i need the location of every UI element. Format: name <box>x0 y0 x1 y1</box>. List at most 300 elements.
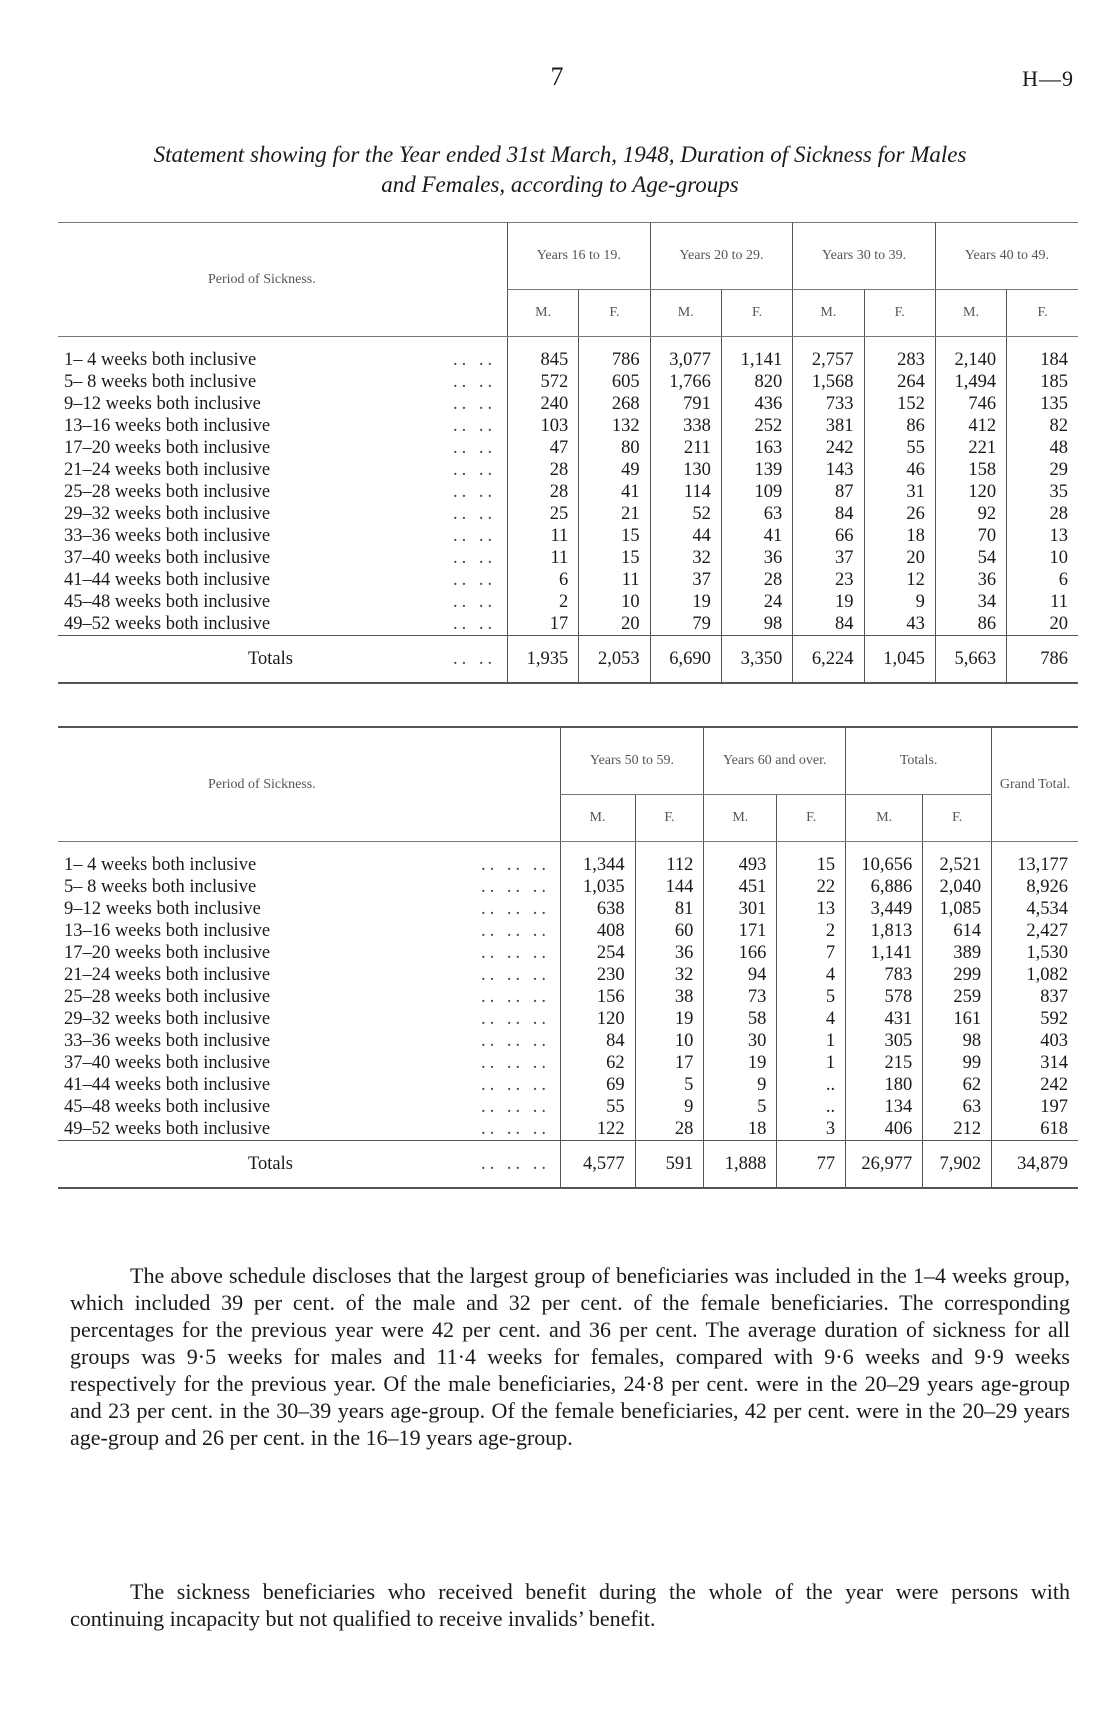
leader-dots: .. .. <box>452 349 497 370</box>
table-cell: 242 <box>992 1074 1078 1096</box>
table-cell: 3,449 <box>846 898 923 920</box>
period-label: 1– 4 weeks both inclusive <box>64 349 257 370</box>
table-cell: 58 <box>704 1008 777 1030</box>
table-cell: 120 <box>560 1008 635 1030</box>
table-cell: 41 <box>721 525 792 547</box>
page-reference: H—9 <box>1022 66 1074 91</box>
sex-header-m: M. <box>793 290 864 337</box>
leader-dots: .. .. .. <box>481 1074 551 1095</box>
table-cell: 80 <box>579 437 650 459</box>
leader-dots: .. .. <box>447 636 508 684</box>
table-cell: 5 <box>635 1074 704 1096</box>
table-cell: 84 <box>793 613 864 636</box>
period-label: 29–32 weeks both inclusive <box>64 1008 271 1029</box>
table-cell: 98 <box>721 613 792 636</box>
table-cell: 103 <box>507 415 578 437</box>
period-label: 45–48 weeks both inclusive <box>64 1096 271 1117</box>
total-cell: 1,045 <box>864 636 935 684</box>
table-cell: 242 <box>793 437 864 459</box>
table-cell: 34 <box>935 591 1006 613</box>
table-cell: 32 <box>650 547 721 569</box>
table-cell: 10 <box>1007 547 1078 569</box>
table-cell: 114 <box>650 481 721 503</box>
sex-header-f: F. <box>923 795 992 842</box>
leader-dots: .. .. <box>452 393 497 414</box>
table-cell: 36 <box>635 942 704 964</box>
table-cell: 6 <box>1007 569 1078 591</box>
table-cell: 52 <box>650 503 721 525</box>
period-label: 9–12 weeks both inclusive <box>64 393 261 414</box>
leader-dots: .. .. <box>452 591 497 612</box>
total-cell: 591 <box>635 1141 704 1189</box>
table-cell: 37 <box>793 547 864 569</box>
table-cell: 254 <box>560 942 635 964</box>
total-cell: 1,888 <box>704 1141 777 1189</box>
group-header: Years 60 and over. <box>704 727 846 795</box>
table-cell: 158 <box>935 459 1006 481</box>
table-cell: 733 <box>793 393 864 415</box>
table-cell: 10 <box>635 1030 704 1052</box>
table-row <box>58 1096 1078 1118</box>
paragraph-summary: The above schedule discloses that the largest group of beneficiaries was included in the 1–4 weeks group, which included 39 per cent. of the male and 32 per cent. of the female beneficiaries. The corresponding percentages for the previous year were 42 per cent. and 36 per cent. The average duration of sickness for all groups was 9·5 weeks for males and 11·4 weeks for females, compared with 9·6 weeks and 9·9 weeks respectively for the previous year. Of the male beneficiaries, 24·8 per cent. were in the 20–29 years age-group and 23 per cent. in the 30–39 years age-group. Of the female beneficiaries, 42 per cent. were in the 20–29 years age-group and 26 per cent. in the 16–19 years age-group. <box>70 1263 1070 1450</box>
table-cell: 406 <box>846 1118 923 1141</box>
table-cell: 28 <box>507 459 578 481</box>
table-cell: 436 <box>721 393 792 415</box>
table-cell: 3 <box>777 1118 846 1141</box>
table-cell: 1 <box>777 1052 846 1074</box>
table-cell: 139 <box>721 459 792 481</box>
group-header: Years 40 to 49. <box>935 223 1078 290</box>
period-label: 49–52 weeks both inclusive <box>64 1118 271 1139</box>
table-cell: 212 <box>923 1118 992 1141</box>
table-cell: 578 <box>846 986 923 1008</box>
sex-header-f: F. <box>864 290 935 337</box>
table-cell: 31 <box>864 481 935 503</box>
table-row <box>58 898 1078 920</box>
table-row <box>58 1052 1078 1074</box>
table-cell: 132 <box>579 415 650 437</box>
total-cell: 5,663 <box>935 636 1006 684</box>
table-cell: 2,521 <box>923 842 992 877</box>
table-cell: 180 <box>846 1074 923 1096</box>
table-cell: 15 <box>579 547 650 569</box>
table-cell: 20 <box>579 613 650 636</box>
period-header: Period of Sickness. <box>58 223 507 337</box>
table-cell: 11 <box>507 547 578 569</box>
table-row <box>58 1118 1078 1141</box>
table-cell: 7 <box>777 942 846 964</box>
table-cell: 314 <box>992 1052 1078 1074</box>
table-cell: 215 <box>846 1052 923 1074</box>
table-cell: 618 <box>992 1118 1078 1141</box>
table-row <box>58 964 1078 986</box>
table-cell: 837 <box>992 986 1078 1008</box>
table-row <box>58 986 1078 1008</box>
table-cell: 48 <box>1007 437 1078 459</box>
table-cell: 299 <box>923 964 992 986</box>
table-cell: 18 <box>864 525 935 547</box>
table-cell: 820 <box>721 371 792 393</box>
table-cell: 17 <box>507 613 578 636</box>
total-cell: 786 <box>1007 636 1078 684</box>
sex-header-f: F. <box>579 290 650 337</box>
table-cell: 54 <box>935 547 1006 569</box>
table-cell: 49 <box>579 459 650 481</box>
table-cell: 5 <box>777 986 846 1008</box>
table-cell: 12 <box>864 569 935 591</box>
table-cell: 20 <box>864 547 935 569</box>
table-cell: 29 <box>1007 459 1078 481</box>
table-cell: 240 <box>507 393 578 415</box>
table-cell: 28 <box>507 481 578 503</box>
table-cell: 25 <box>507 503 578 525</box>
group-header: Totals. <box>846 727 992 795</box>
period-label: 25–28 weeks both inclusive <box>64 986 271 1007</box>
group-header: Years 30 to 39. <box>793 223 936 290</box>
table-cell: 283 <box>864 337 935 372</box>
table-cell: 746 <box>935 393 1006 415</box>
table-cell: 24 <box>721 591 792 613</box>
table-cell: 171 <box>704 920 777 942</box>
table-cell: 98 <box>923 1030 992 1052</box>
leader-dots: .. .. <box>452 481 497 502</box>
table-cell: 431 <box>846 1008 923 1030</box>
sex-header-m: M. <box>560 795 635 842</box>
table-cell: 197 <box>992 1096 1078 1118</box>
table-row <box>58 613 1078 636</box>
table-cell: 44 <box>650 525 721 547</box>
leader-dots: .. .. .. <box>481 1052 551 1073</box>
period-label: 41–44 weeks both inclusive <box>64 569 271 590</box>
table-cell: 5 <box>704 1096 777 1118</box>
sex-header-m: M. <box>507 290 578 337</box>
table-cell: 184 <box>1007 337 1078 372</box>
period-label: 29–32 weeks both inclusive <box>64 503 271 524</box>
table-cell: 92 <box>935 503 1006 525</box>
table-row <box>58 459 1078 481</box>
leader-dots: .. .. .. <box>481 1030 551 1051</box>
table-cell: 1,141 <box>721 337 792 372</box>
total-cell: 1,935 <box>507 636 578 684</box>
table-cell: 156 <box>560 986 635 1008</box>
table-cell: 17 <box>635 1052 704 1074</box>
table-row <box>58 1008 1078 1030</box>
table-cell: 389 <box>923 942 992 964</box>
table-body <box>58 337 1078 684</box>
table-row <box>58 920 1078 942</box>
table-cell: 4 <box>777 1008 846 1030</box>
table-cell: 22 <box>777 876 846 898</box>
table-cell: 2,040 <box>923 876 992 898</box>
period-label: 13–16 weeks both inclusive <box>64 415 271 436</box>
sex-header-m: M. <box>846 795 923 842</box>
table-cell: 18 <box>704 1118 777 1141</box>
table-cell: 69 <box>560 1074 635 1096</box>
table-cell: 845 <box>507 337 578 372</box>
total-cell: 26,977 <box>846 1141 923 1189</box>
table-cell: 163 <box>721 437 792 459</box>
leader-dots: .. .. .. <box>481 854 551 875</box>
leader-dots: .. .. .. <box>481 876 551 897</box>
table-cell: 112 <box>635 842 704 877</box>
period-label: 37–40 weeks both inclusive <box>64 547 271 568</box>
table-cell: 6,886 <box>846 876 923 898</box>
table-cell: 572 <box>507 371 578 393</box>
table-row <box>58 569 1078 591</box>
table-cell: 403 <box>992 1030 1078 1052</box>
table-cell: 20 <box>1007 613 1078 636</box>
total-cell: 4,577 <box>560 1141 635 1189</box>
table-cell: 1,494 <box>935 371 1006 393</box>
leader-dots: .. .. .. <box>481 920 551 941</box>
table-cell: 36 <box>935 569 1006 591</box>
table-cell: 305 <box>846 1030 923 1052</box>
table-cell: 2,427 <box>992 920 1078 942</box>
table-row <box>58 942 1078 964</box>
total-cell: 7,902 <box>923 1141 992 1189</box>
title-line-2: and Females, according to Age-groups <box>381 172 739 197</box>
table-cell: 10,656 <box>846 842 923 877</box>
table-cell: 135 <box>1007 393 1078 415</box>
table-cell: 82 <box>1007 415 1078 437</box>
table-cell: 6 <box>507 569 578 591</box>
table-cell: 19 <box>704 1052 777 1074</box>
table-cell: 783 <box>846 964 923 986</box>
sex-header-f: F. <box>635 795 704 842</box>
totals-row <box>58 1141 1078 1189</box>
sex-header-f: F. <box>1007 290 1078 337</box>
table-row <box>58 415 1078 437</box>
page-number: 7 <box>550 62 564 91</box>
table-cell: 28 <box>1007 503 1078 525</box>
table-row <box>58 876 1078 898</box>
table-cell: 4,534 <box>992 898 1078 920</box>
table-row <box>58 371 1078 393</box>
table-cell: 63 <box>923 1096 992 1118</box>
sex-header-m: M. <box>704 795 777 842</box>
title-line-1: Statement showing for the Year ended 31st March, 1948, Duration of Sickness for Males <box>153 142 967 167</box>
table-cell: 786 <box>579 337 650 372</box>
period-label: 25–28 weeks both inclusive <box>64 481 271 502</box>
table-cell: 221 <box>935 437 1006 459</box>
totals-label: Totals <box>58 636 447 684</box>
table-row <box>58 393 1078 415</box>
sex-header-f: F. <box>721 290 792 337</box>
table-row <box>58 481 1078 503</box>
table-cell: 230 <box>560 964 635 986</box>
table-cell: 185 <box>1007 371 1078 393</box>
table-row <box>58 1030 1078 1052</box>
group-header: Years 16 to 19. <box>507 223 650 290</box>
total-cell: 3,350 <box>721 636 792 684</box>
table-row <box>58 547 1078 569</box>
table-cell: 60 <box>635 920 704 942</box>
leader-dots: .. .. <box>452 503 497 524</box>
total-cell: 2,053 <box>579 636 650 684</box>
period-label: 17–20 weeks both inclusive <box>64 437 271 458</box>
table-cell: 55 <box>560 1096 635 1118</box>
table-cell: 13 <box>1007 525 1078 547</box>
table-cell: 1,766 <box>650 371 721 393</box>
table-cell: 38 <box>635 986 704 1008</box>
period-label: 21–24 weeks both inclusive <box>64 459 271 480</box>
table-cell: 4 <box>777 964 846 986</box>
table-cell: 408 <box>560 920 635 942</box>
table-cell: 301 <box>704 898 777 920</box>
table-cell: 46 <box>864 459 935 481</box>
table-cell: 381 <box>793 415 864 437</box>
leader-dots: .. .. <box>452 569 497 590</box>
leader-dots: .. .. <box>452 613 497 634</box>
table-cell: 11 <box>507 525 578 547</box>
table-cell: 63 <box>721 503 792 525</box>
leader-dots: .. .. <box>452 437 497 458</box>
total-cell: 77 <box>777 1141 846 1189</box>
table-cell: 259 <box>923 986 992 1008</box>
table-cell: 412 <box>935 415 1006 437</box>
table-cell: 268 <box>579 393 650 415</box>
table-cell: 211 <box>650 437 721 459</box>
leader-dots: .. .. .. <box>481 964 551 985</box>
table-cell: 2 <box>507 591 578 613</box>
table-cell: 592 <box>992 1008 1078 1030</box>
period-label: 13–16 weeks both inclusive <box>64 920 271 941</box>
table-cell: 79 <box>650 613 721 636</box>
table-cell: 87 <box>793 481 864 503</box>
table-cell: 81 <box>635 898 704 920</box>
leader-dots: .. .. <box>452 371 497 392</box>
totals-label: Totals <box>58 1141 475 1189</box>
table-cell: 638 <box>560 898 635 920</box>
table-row <box>58 591 1078 613</box>
table-cell: .. <box>777 1096 846 1118</box>
table-cell: 13 <box>777 898 846 920</box>
paragraph-continuing-incapacity: The sickness beneficiaries who received benefit during the whole of the year were persons with continuing incapacity but not qualified to receive invalids’ benefit. <box>70 1579 1070 1631</box>
grand-total-header: Grand Total. <box>992 727 1078 842</box>
table-cell: 19 <box>793 591 864 613</box>
table-cell: 144 <box>635 876 704 898</box>
table-cell: 1 <box>777 1030 846 1052</box>
total-cell: 6,224 <box>793 636 864 684</box>
table-cell: .. <box>777 1074 846 1096</box>
total-cell: 6,690 <box>650 636 721 684</box>
table-cell: 15 <box>579 525 650 547</box>
table-row <box>58 525 1078 547</box>
table-cell: 66 <box>793 525 864 547</box>
leader-dots: .. .. .. <box>475 1141 560 1189</box>
sex-header-f: F. <box>777 795 846 842</box>
period-label: 17–20 weeks both inclusive <box>64 942 271 963</box>
table-cell: 84 <box>560 1030 635 1052</box>
period-label: 45–48 weeks both inclusive <box>64 591 271 612</box>
total-cell: 34,879 <box>992 1141 1078 1189</box>
table-cell: 1,813 <box>846 920 923 942</box>
totals-row <box>58 636 1078 684</box>
period-label: 41–44 weeks both inclusive <box>64 1074 271 1095</box>
group-header: Years 50 to 59. <box>560 727 704 795</box>
table-cell: 8,926 <box>992 876 1078 898</box>
table-cell: 2,140 <box>935 337 1006 372</box>
table-cell: 19 <box>650 591 721 613</box>
table-cell: 23 <box>793 569 864 591</box>
table-cell: 152 <box>864 393 935 415</box>
table-cell: 130 <box>650 459 721 481</box>
table-cell: 26 <box>864 503 935 525</box>
table-row <box>58 437 1078 459</box>
table-cell: 13,177 <box>992 842 1078 877</box>
table-cell: 264 <box>864 371 935 393</box>
table-cell: 252 <box>721 415 792 437</box>
table-cell: 451 <box>704 876 777 898</box>
period-label: 5– 8 weeks both inclusive <box>64 371 257 392</box>
table-row <box>58 503 1078 525</box>
leader-dots: .. .. <box>452 547 497 568</box>
period-label: 1– 4 weeks both inclusive <box>64 854 257 875</box>
table-cell: 9 <box>635 1096 704 1118</box>
table-cell: 1,085 <box>923 898 992 920</box>
leader-dots: .. .. <box>452 415 497 436</box>
table-cell: 134 <box>846 1096 923 1118</box>
table-cell: 1,035 <box>560 876 635 898</box>
table-cell: 493 <box>704 842 777 877</box>
table-cell: 1,568 <box>793 371 864 393</box>
table-cell: 37 <box>650 569 721 591</box>
table-cell: 338 <box>650 415 721 437</box>
table-row <box>58 337 1078 372</box>
leader-dots: .. .. .. <box>481 1118 551 1139</box>
table-cell: 166 <box>704 942 777 964</box>
table-cell: 70 <box>935 525 1006 547</box>
table-cell: 1,082 <box>992 964 1078 986</box>
period-label: 5– 8 weeks both inclusive <box>64 876 257 897</box>
period-label: 49–52 weeks both inclusive <box>64 613 271 634</box>
table-cell: 28 <box>635 1118 704 1141</box>
leader-dots: .. .. .. <box>481 942 551 963</box>
period-label: 33–36 weeks both inclusive <box>64 1030 271 1051</box>
table-row <box>58 1074 1078 1096</box>
table-cell: 161 <box>923 1008 992 1030</box>
table-cell: 86 <box>935 613 1006 636</box>
leader-dots: .. .. .. <box>481 898 551 919</box>
table-cell: 28 <box>721 569 792 591</box>
table-cell: 11 <box>579 569 650 591</box>
table-cell: 3,077 <box>650 337 721 372</box>
table-cell: 614 <box>923 920 992 942</box>
table-cell: 9 <box>864 591 935 613</box>
period-label: 33–36 weeks both inclusive <box>64 525 271 546</box>
leader-dots: .. .. .. <box>481 986 551 1007</box>
table-cell: 9 <box>704 1074 777 1096</box>
table-cell: 1,530 <box>992 942 1078 964</box>
table-cell: 1,344 <box>560 842 635 877</box>
table-cell: 32 <box>635 964 704 986</box>
table-cell: 35 <box>1007 481 1078 503</box>
table-cell: 122 <box>560 1118 635 1141</box>
table-cell: 10 <box>579 591 650 613</box>
duration-table-ages-50-plus-totals <box>58 726 1078 1189</box>
leader-dots: .. .. .. <box>481 1008 551 1029</box>
period-header: Period of Sickness. <box>58 727 560 842</box>
period-label: 9–12 weeks both inclusive <box>64 898 261 919</box>
table-body <box>58 842 1078 1189</box>
table-cell: 605 <box>579 371 650 393</box>
table-cell: 21 <box>579 503 650 525</box>
table-cell: 41 <box>579 481 650 503</box>
group-header: Years 20 to 29. <box>650 223 793 290</box>
sex-header-m: M. <box>935 290 1006 337</box>
table-cell: 36 <box>721 547 792 569</box>
table-cell: 55 <box>864 437 935 459</box>
